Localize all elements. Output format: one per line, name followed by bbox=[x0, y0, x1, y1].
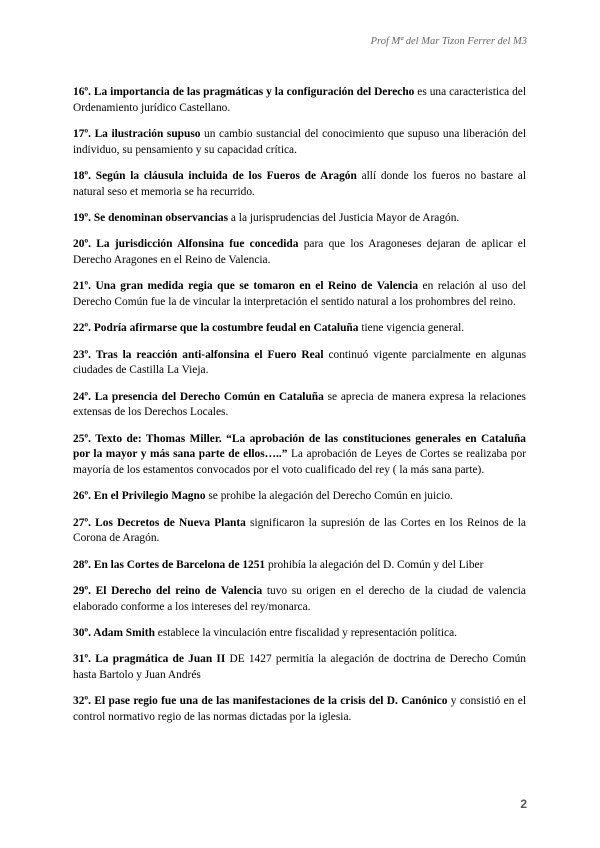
item-heading: 30º. Adam Smith bbox=[73, 627, 155, 639]
item-text: allí donde los fueros no bastare al natural seso et memoria se ha recurrido. bbox=[73, 169, 526, 198]
item-text: para que los Aragoneses dejaran de aplicar el Derecho Aragones en el Reino de Valencia. bbox=[73, 238, 526, 266]
item-heading: 23º. Tras la reacción anti-alfonsina el Fuero Real bbox=[73, 348, 324, 361]
item-heading: 16º. La importancia de las pragmáticas y la configuración del Derecho bbox=[73, 86, 415, 98]
list-item bbox=[73, 516, 526, 547]
item-heading: 29º. El Derecho del reino de Valencia bbox=[73, 585, 263, 598]
list-item bbox=[73, 169, 526, 200]
item-text: y consistió en el control normativo regio de las normas dictadas por la iglesia. bbox=[73, 695, 526, 723]
page-number: 2 bbox=[520, 797, 527, 811]
item-text: es una caracteristica del Ordenamiento jurídico Castellano. bbox=[73, 86, 526, 114]
item-text: continuó vigente parcialmente en algunas ciudades de Castilla La Vieja. bbox=[73, 348, 526, 377]
list-item bbox=[73, 85, 526, 116]
item-text: significaron la supresión de las Cortes en los Reinos de la Corona de Aragón. bbox=[73, 516, 526, 545]
item-heading: 18º. Según la cláusula incluida de los Fueros de Aragón bbox=[73, 169, 357, 182]
item-text: La aprobación de Leyes de Cortes se realizaba por mayoría de los estamentos convocados por el voto cualificado del rey ( la más sana parte). bbox=[73, 448, 526, 476]
item-heading: 19º. Se denominan observancias bbox=[73, 211, 229, 224]
item-heading: 22º. Podría afirmarse que la costumbre feudal en Cataluña bbox=[73, 322, 359, 335]
item-text: tiene vigencia general. bbox=[358, 322, 465, 335]
list-item bbox=[73, 652, 526, 683]
item-heading: 24º. La presencia del Derecho Común en Cataluña bbox=[73, 390, 324, 403]
list-item bbox=[73, 237, 526, 268]
item-text: un cambio sustancial del conocimiento que supuso una liberación del individuo, su pensamiento y su capacidad crítica. bbox=[73, 127, 526, 156]
list-item bbox=[73, 321, 526, 337]
list-item bbox=[73, 694, 526, 725]
item-heading: 25º. Texto de: Thomas Miller. “La aprobación de las constituciones generales en Cataluña por la mayor y más sana parte de ellos…..” bbox=[73, 432, 526, 461]
item-text: se prohibe la alegación del Derecho Común en juicio. bbox=[205, 490, 453, 503]
list-item bbox=[73, 279, 526, 310]
item-heading: 32º. El pase regio fue una de las manifestaciones de la crisis del D. Canónico bbox=[73, 695, 448, 708]
list-item bbox=[73, 489, 526, 505]
item-text: DE 1427 permitía la alegación de doctrina de Derecho Común hasta Bartolo y Juan Andrés bbox=[73, 653, 526, 681]
item-heading: 17º. La ilustración supuso bbox=[73, 127, 201, 140]
question-list bbox=[73, 85, 526, 736]
item-heading: 20º. La jurisdicción Alfonsina fue concedida bbox=[73, 238, 299, 251]
list-item bbox=[73, 127, 526, 158]
item-text: tuvo su origen en el derecho de la ciudad de valencia elaborado conforme a los intereses del rey/monarca. bbox=[73, 585, 526, 613]
list-item bbox=[73, 558, 526, 574]
item-text: establece la vinculación entre fiscalidad y representación política. bbox=[154, 627, 457, 639]
item-heading: 27º. Los Decretos de Nueva Planta bbox=[73, 516, 246, 529]
list-item bbox=[73, 390, 526, 421]
item-text: a la jurisprudencias del Justicia Mayor de Aragón. bbox=[228, 211, 460, 224]
item-text: en relación al uso del Derecho Común fue la de vincular la interpretación el sentido natural a los prohombres del reino. bbox=[73, 280, 526, 308]
list-item bbox=[73, 626, 526, 642]
item-heading: 28º. En las Cortes de Barcelona de 1251 bbox=[73, 558, 266, 571]
list-item bbox=[73, 432, 526, 479]
item-heading: 26º. En el Privilegio Magno bbox=[73, 490, 206, 503]
item-heading: 31º. La pragmática de Juan II bbox=[73, 653, 226, 666]
list-item bbox=[73, 584, 526, 615]
item-heading: 21º. Una gran medida regia que se tomaron en el Reino de Valencia bbox=[73, 280, 419, 293]
page-header-author: Prof Mª del Mar Tizon Ferrer del M3 bbox=[370, 36, 527, 47]
list-item bbox=[73, 348, 526, 379]
item-text: prohibía la alegación del D. Común y del Liber bbox=[265, 558, 484, 571]
item-text: se aprecia de manera expresa la relaciones extensas de los Derechos Locales. bbox=[73, 390, 526, 419]
list-item bbox=[73, 211, 526, 227]
